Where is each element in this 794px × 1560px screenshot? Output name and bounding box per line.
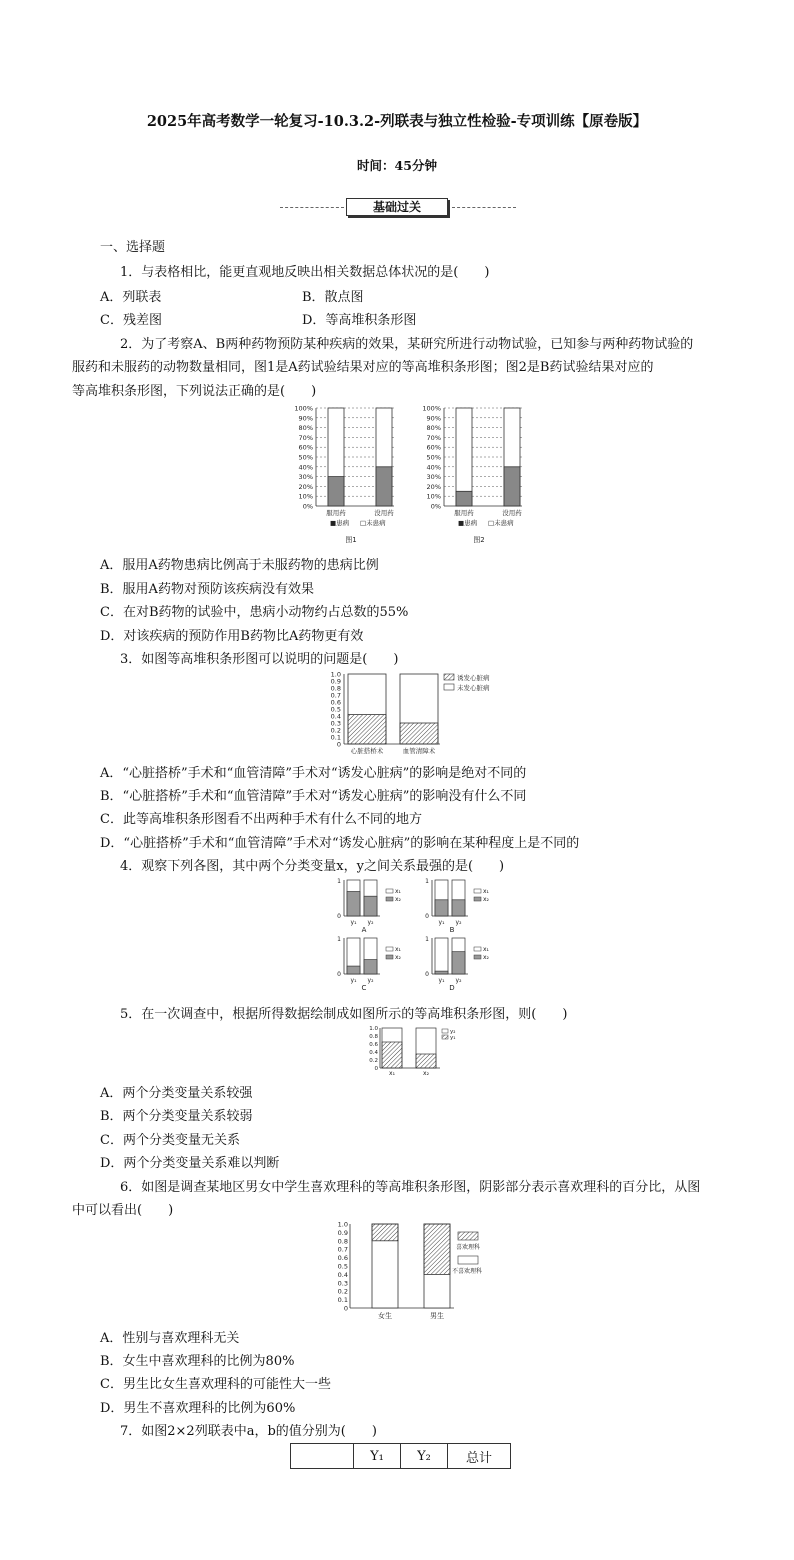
y-tick-label: 0 (425, 913, 429, 920)
bar-segment-x2 (435, 971, 448, 974)
legend-sick: ■患病 (330, 519, 350, 527)
bar-segment-y1 (416, 1054, 436, 1068)
legend-x1: x₁ (395, 888, 401, 895)
bar-segment-sick (456, 491, 472, 506)
y-tick-label: 0 (343, 1304, 348, 1313)
y-tick-label: 0 (337, 971, 341, 978)
y-tick-label: 0 (425, 971, 429, 978)
legend-not-induced: 未发心脏病 (457, 684, 490, 692)
q2-stem-line2: 服药和未服药的动物数量相同，图1是A药试验结果对应的等高堆积条形图；图2是B药试验结果对应的 (72, 360, 654, 375)
y-tick-label: 1 (425, 936, 429, 943)
x-tick-label: x₁ (389, 1070, 395, 1077)
bar-segment-x2 (435, 900, 448, 916)
x-tick-label: y₁ (350, 919, 357, 926)
legend-swatch-x2 (474, 897, 481, 901)
legend-x2: x₂ (483, 896, 489, 903)
q3-stem: 3．如图等高堆积条形图可以说明的问题是( ) (120, 652, 399, 667)
table-header-cell: Y₁ (354, 1444, 401, 1469)
y-tick-label: 20% (298, 482, 313, 491)
y-tick-label: 10% (298, 492, 313, 501)
y-tick-label: 1 (425, 878, 429, 885)
y-tick-label: 0.4 (337, 1270, 348, 1279)
y-tick-label: 0 (336, 740, 341, 749)
y-tick-label: 0.8 (330, 684, 341, 693)
y-tick-label: 0.2 (330, 726, 341, 735)
bar-segment-x2 (364, 896, 377, 916)
bar-segment-sick (328, 477, 344, 506)
q6-figure (330, 1218, 500, 1324)
q5-option-c: C．两个分类变量无关系 (100, 1133, 240, 1148)
legend-swatch-x1 (474, 947, 481, 951)
q4-chart-b (425, 878, 489, 934)
figure-label: B (449, 926, 455, 934)
y-tick-label: 0% (302, 502, 313, 511)
q1-stem: 1．与表格相比，能更直观地反映出相关数据总体状况的是( ) (120, 265, 490, 280)
y-tick-label: 0.2 (369, 1058, 378, 1064)
time-limit: 时间：45分钟 (357, 158, 437, 173)
legend-swatch-x1 (386, 889, 393, 893)
contingency-table (290, 1443, 511, 1469)
y-tick-label: 0.1 (337, 1296, 348, 1305)
y-tick-label: 50% (426, 453, 441, 462)
q6-stem-line1: 6．如图是调查某地区男女中学生喜欢理科的等高堆积条形图，阴影部分表示喜欢理科的百分比，从图 (120, 1180, 701, 1195)
q3-option-c: C．此等高堆积条形图看不出两种手术有什么不同的地方 (100, 812, 422, 827)
x-tick-label: y₂ (455, 977, 462, 984)
y-tick-label: 90% (426, 414, 441, 423)
section-heading: 一、选择题 (100, 240, 166, 255)
legend-swatch-y2 (442, 1029, 448, 1033)
q6-stem-line2: 中可以看出( ) (72, 1203, 174, 1218)
y-tick-label: 0.9 (330, 677, 341, 686)
x-tick-label: 没用药 (502, 509, 522, 517)
bar-segment-x2 (452, 900, 465, 916)
table-header-row (291, 1444, 511, 1469)
y-tick-label: 40% (426, 463, 441, 472)
figure-label: C (361, 984, 367, 992)
y-tick-label: 0.4 (330, 712, 341, 721)
y-tick-label: 50% (298, 453, 313, 462)
y-tick-label: 70% (426, 433, 441, 442)
figure-caption: 图1 (345, 536, 357, 544)
figure-caption: 图2 (473, 536, 485, 544)
bar-segment-sick (376, 467, 392, 506)
y-tick-label: 60% (426, 443, 441, 452)
y-tick-label: 30% (298, 473, 313, 482)
table-header-cell: 总计 (448, 1444, 511, 1469)
document-title: 2025年高考数学一轮复习-10.3.2-列联表与独立性检验-专项训练【原卷版】 (146, 113, 648, 130)
y-tick-label: 1 (337, 878, 341, 885)
y-tick-label: 0.4 (369, 1050, 378, 1056)
q6-option-a: A．性别与喜欢理科无关 (100, 1331, 240, 1346)
q1-option-c: C．残差图 (100, 313, 162, 328)
legend-x2: x₂ (395, 896, 401, 903)
q1-option-d: D．等高堆积条形图 (302, 313, 417, 328)
q4-chart-d (425, 936, 489, 992)
y-tick-label: 80% (298, 424, 313, 433)
q6-option-d: D．男生不喜欢理科的比例为60% (100, 1401, 296, 1416)
bar-segment-y1 (382, 1042, 402, 1068)
q2-chart-2 (422, 405, 522, 545)
figure-label: D (449, 984, 455, 992)
legend-swatch-y1 (442, 1035, 448, 1039)
figure-label: A (361, 926, 367, 934)
table-header-cell: Y₂ (401, 1444, 448, 1469)
q5-option-d: D．两个分类变量关系难以判断 (100, 1156, 280, 1171)
legend-swatch-x2 (386, 897, 393, 901)
q2-stem-line1: 2．为了考察A、B两种药物预防某种疾病的效果，某研究所进行动物试验，已知参与两种药物试验的 (120, 337, 694, 352)
bar-segment-induced (348, 715, 386, 744)
q2-figure (282, 400, 532, 548)
y-tick-label: 60% (298, 443, 313, 452)
q4-stem: 4．观察下列各图，其中两个分类变量x，y之间关系最强的是( ) (120, 859, 505, 874)
q6-chart (338, 1221, 482, 1321)
banner-label: 基础过关 (346, 198, 448, 216)
bar-outline (435, 938, 448, 974)
x-tick-label: 女生 (378, 1312, 392, 1320)
q6-option-c: C．男生比女生喜欢理科的可能性大一些 (100, 1377, 331, 1392)
y-tick-label: 30% (426, 473, 441, 482)
legend-sick: ■患病 (458, 519, 478, 527)
y-tick-label: 1.0 (369, 1026, 378, 1032)
y-tick-label: 100% (422, 404, 441, 413)
legend-x1: x₁ (395, 946, 401, 953)
bar-segment-x2 (347, 892, 360, 916)
q5-stem: 5．在一次调查中，根据所得数据绘制成如图所示的等高堆积条形图，则( ) (120, 1007, 568, 1022)
q4-chart-a (337, 878, 401, 934)
legend-y2: y₂ (450, 1029, 456, 1035)
legend-swatch-induced (444, 674, 454, 680)
y-tick-label: 0.3 (330, 719, 341, 728)
legend-swatch-x2 (474, 955, 481, 959)
y-tick-label: 0.6 (369, 1042, 378, 1048)
q3-option-d: D．“心脏搭桥”手术和“血管清障”手术对“诱发心脏病”的影响在某种程度上是不同的 (100, 836, 580, 851)
q2-option-b: B．服用A药物对预防该疾病没有效果 (100, 582, 314, 597)
y-tick-label: 0.2 (337, 1287, 348, 1296)
y-tick-label: 0 (337, 913, 341, 920)
section-banner (280, 198, 516, 216)
bar-segment-x2 (364, 960, 377, 974)
y-tick-label: 0% (430, 502, 441, 511)
x-tick-label: y₂ (367, 977, 374, 984)
y-tick-label: 10% (426, 492, 441, 501)
y-tick-label: 0.9 (337, 1228, 348, 1237)
y-tick-label: 0.7 (337, 1245, 348, 1254)
legend-x2: x₂ (483, 954, 489, 961)
legend-like: 喜欢理科 (456, 1244, 481, 1251)
q2-option-d: D．对该疾病的预防作用B药物比A药物更有效 (100, 629, 364, 644)
banner-right-rule (452, 207, 516, 208)
legend-y1: y₁ (450, 1035, 456, 1041)
q6-option-b: B．女生中喜欢理科的比例为80% (100, 1354, 295, 1369)
q2-chart-1 (294, 405, 394, 545)
bar-segment-like-science (424, 1224, 450, 1274)
banner-left-rule (280, 207, 344, 208)
x-tick-label: y₁ (350, 977, 357, 984)
q5-figure (362, 1024, 462, 1078)
y-tick-label: 90% (298, 414, 313, 423)
q3-option-b: B．“心脏搭桥”手术和“血管清障”手术对“诱发心脏病”的影响没有什么不同 (100, 789, 527, 804)
y-tick-label: 40% (298, 463, 313, 472)
y-tick-label: 70% (298, 433, 313, 442)
y-tick-label: 0 (374, 1066, 378, 1072)
legend-x1: x₁ (483, 888, 489, 895)
y-tick-label: 1.0 (330, 670, 341, 679)
y-tick-label: 0.5 (337, 1262, 348, 1271)
x-tick-label: y₂ (455, 919, 462, 926)
q3-figure (320, 668, 510, 758)
x-tick-label: 没用药 (374, 509, 394, 517)
y-tick-label: 0.5 (330, 705, 341, 714)
x-tick-label: 服用药 (326, 509, 346, 517)
q5-option-a: A．两个分类变量关系较强 (100, 1086, 253, 1101)
bar-segment-like-science (372, 1224, 398, 1241)
q2-option-c: C．在对B药物的试验中，患病小动物约占总数的55% (100, 605, 409, 620)
y-tick-label: 0.1 (330, 733, 341, 742)
q1-option-b: B．散点图 (302, 290, 364, 305)
y-tick-label: 20% (426, 482, 441, 491)
bar-segment-induced (400, 723, 438, 744)
legend-swatch-not-induced (444, 684, 454, 690)
q2-option-a: A．服用A药物患病比例高于未服药物的患病比例 (100, 558, 379, 573)
table-header-cell (291, 1444, 354, 1469)
y-tick-label: 1.0 (337, 1220, 348, 1229)
y-tick-label: 0.6 (330, 698, 341, 707)
bar-segment-x2 (452, 952, 465, 974)
q5-chart (369, 1026, 455, 1077)
q4-chart-c (337, 936, 401, 992)
y-tick-label: 0.6 (337, 1254, 348, 1263)
q7-stem: 7．如图2×2列联表中a，b的值分别为( ) (120, 1424, 377, 1439)
x-tick-label: 服用药 (454, 509, 474, 517)
x-tick-label: 男生 (430, 1312, 444, 1320)
legend-healthy: □未患病 (488, 519, 514, 527)
bar-segment-sick (504, 467, 520, 506)
x-tick-label: 血管清障术 (402, 747, 436, 755)
x-tick-label: y₁ (438, 919, 445, 926)
legend-swatch-x1 (474, 889, 481, 893)
q3-chart (331, 671, 490, 756)
q4-figure (330, 876, 500, 998)
x-tick-label: x₂ (423, 1070, 429, 1077)
y-tick-label: 1 (337, 936, 341, 943)
x-tick-label: y₁ (438, 977, 445, 984)
y-tick-label: 0.7 (330, 691, 341, 700)
legend-swatch-like (458, 1232, 478, 1240)
y-tick-label: 100% (294, 404, 313, 413)
q1-option-a: A．列联表 (100, 290, 162, 305)
legend-x2: x₂ (395, 954, 401, 961)
q3-option-a: A．“心脏搭桥”手术和“血管清障”手术对“诱发心脏病”的影响是绝对不同的 (100, 766, 527, 781)
legend-x1: x₁ (483, 946, 489, 953)
x-tick-label: y₂ (367, 919, 374, 926)
bar-segment-x2 (347, 966, 360, 974)
legend-swatch-dislike (458, 1256, 478, 1264)
y-tick-label: 0.8 (369, 1034, 378, 1040)
legend-healthy: □未患病 (360, 519, 386, 527)
legend-swatch-x2 (386, 955, 393, 959)
legend-swatch-x1 (386, 947, 393, 951)
y-tick-label: 0.8 (337, 1237, 348, 1246)
q5-option-b: B．两个分类变量关系较弱 (100, 1109, 253, 1124)
q2-stem-line3: 等高堆积条形图，下列说法正确的是( ) (72, 384, 317, 399)
y-tick-label: 0.3 (337, 1279, 348, 1288)
y-tick-label: 80% (426, 424, 441, 433)
legend-induced: 诱发心脏病 (457, 674, 490, 682)
x-tick-label: 心脏搭桥术 (350, 747, 384, 755)
legend-dislike: 不喜欢理科 (452, 1268, 483, 1275)
